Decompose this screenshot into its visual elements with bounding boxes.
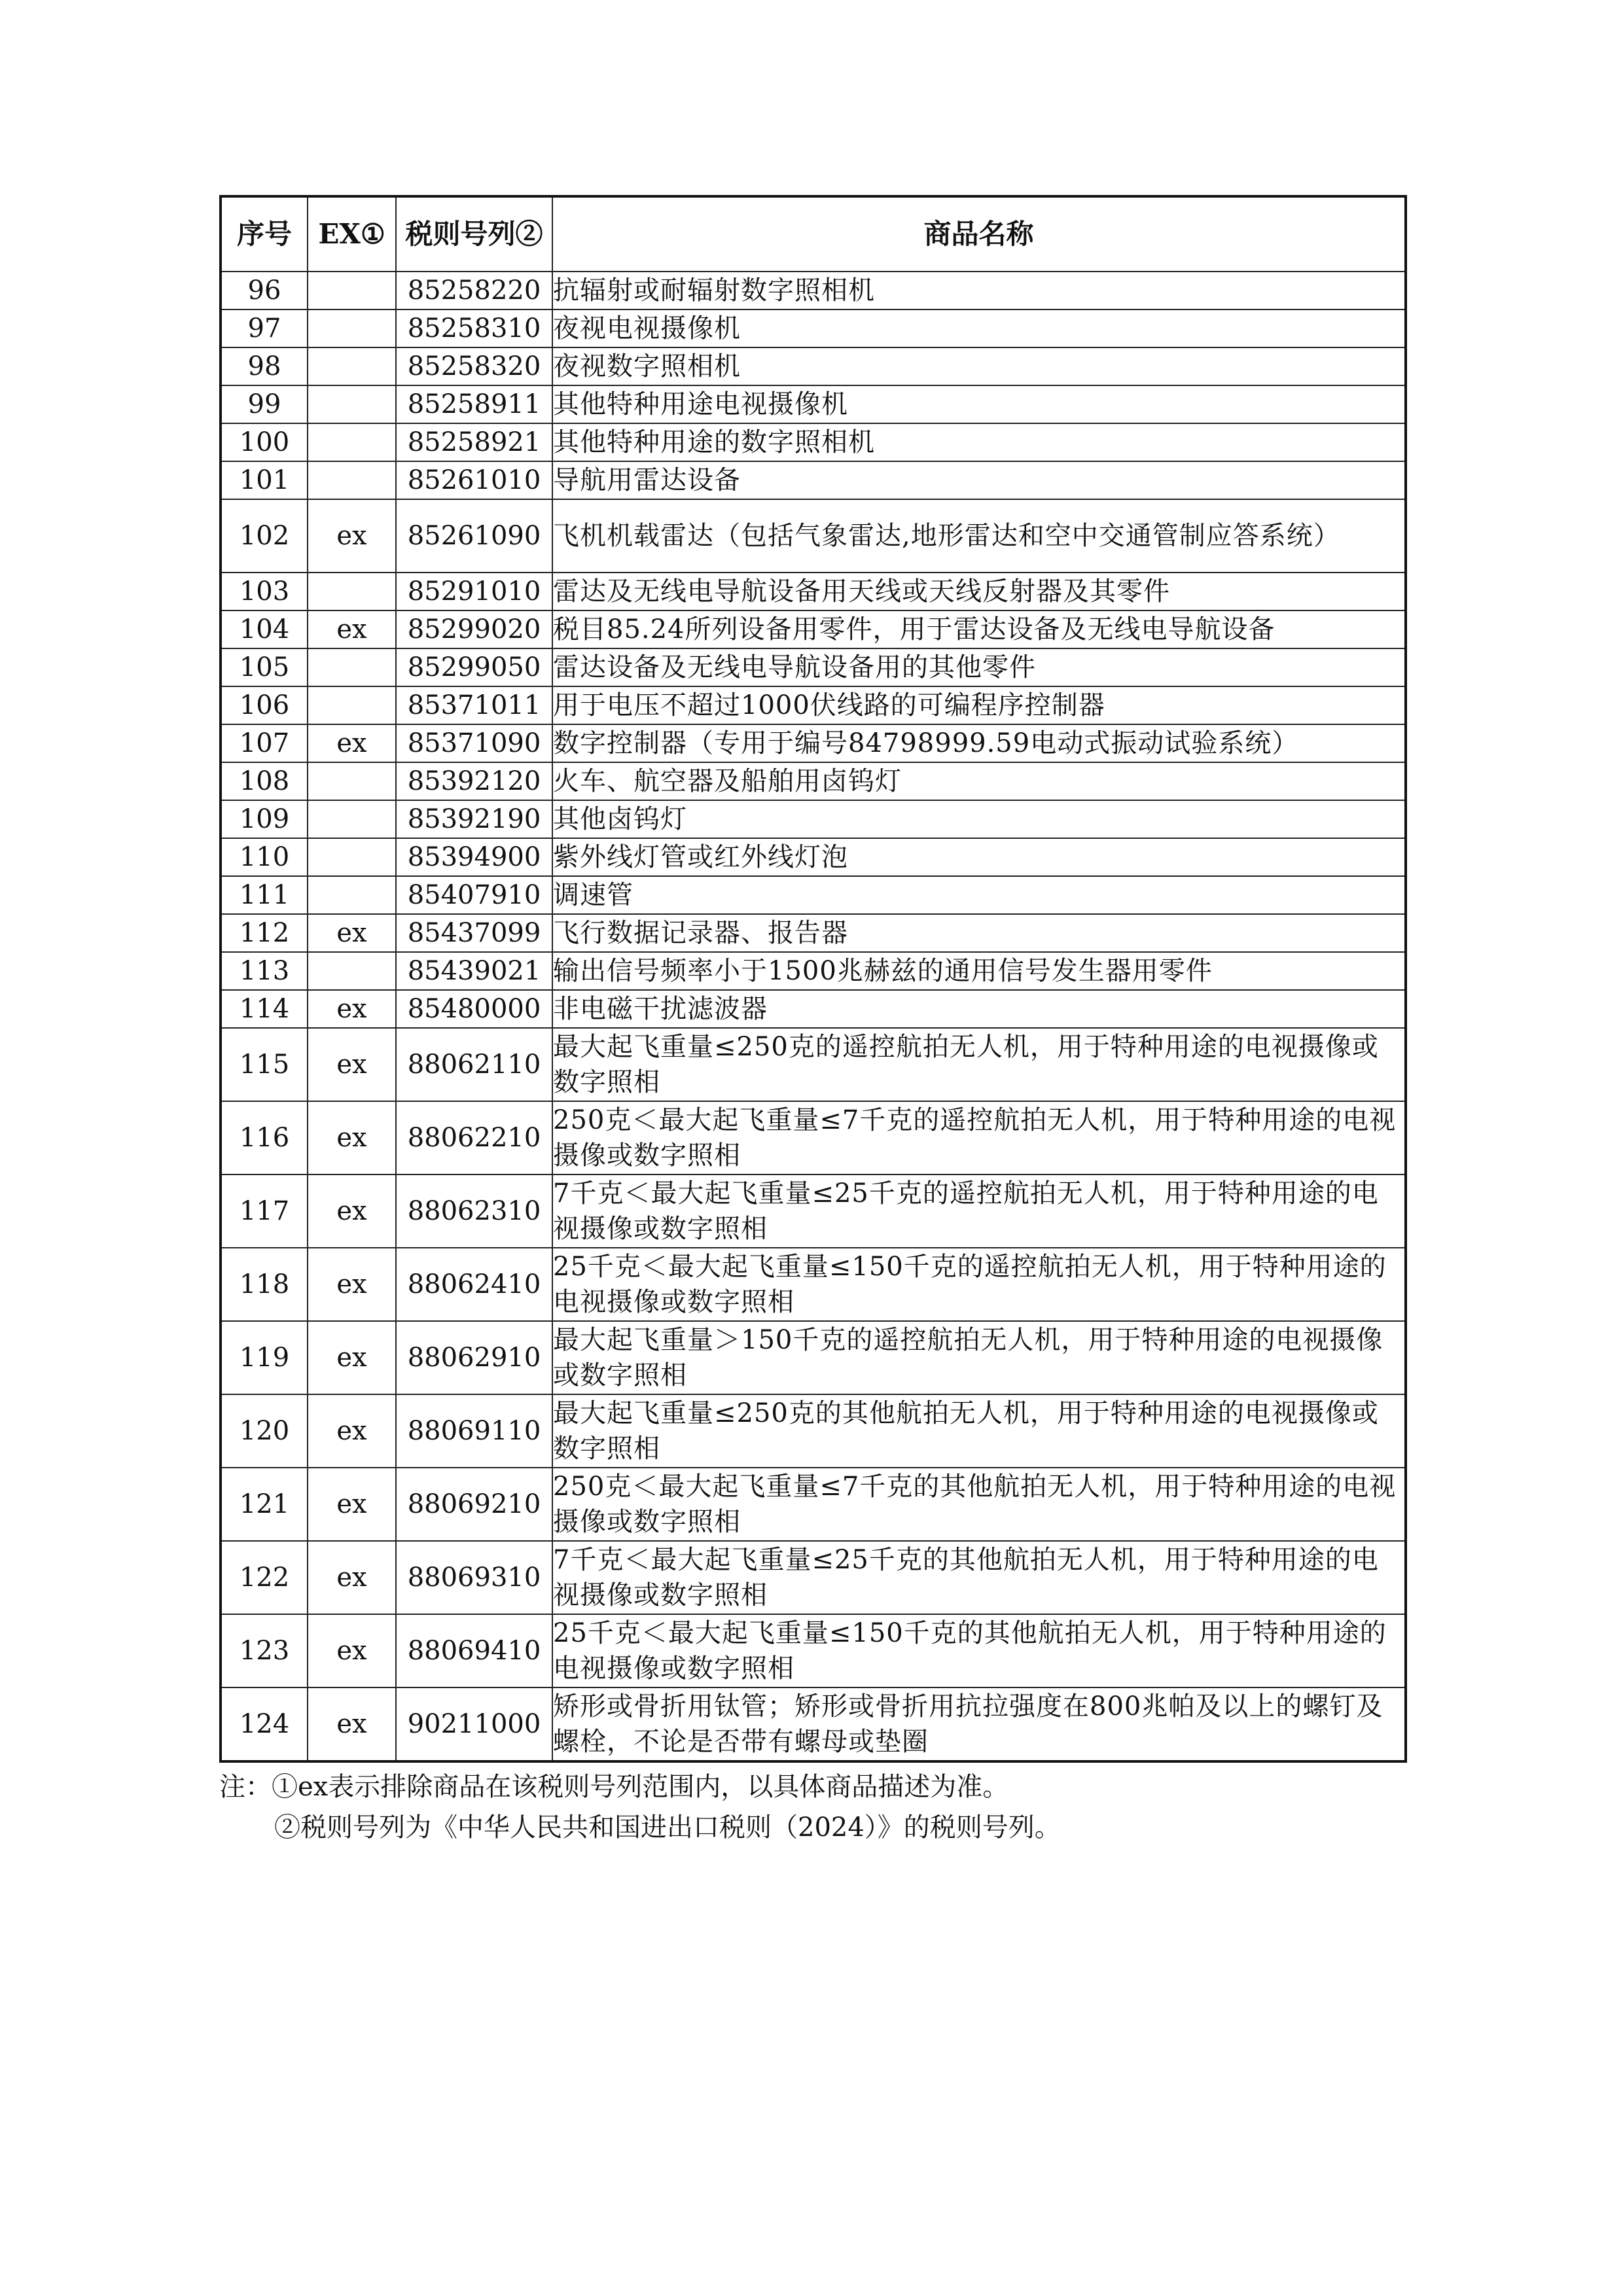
cell-seq: 99 (221, 385, 308, 423)
cell-name: 其他卤钨灯 (552, 800, 1406, 838)
cell-code: 85258220 (396, 272, 552, 309)
cell-name: 其他特种用途的数字照相机 (552, 423, 1406, 461)
cell-name: 夜视电视摄像机 (552, 309, 1406, 347)
table-row (221, 1468, 1406, 1541)
cell-ex (308, 686, 396, 724)
cell-code: 85258911 (396, 385, 552, 423)
table-row (221, 385, 1406, 423)
cell-seq: 101 (221, 461, 308, 499)
cell-code: 85258310 (396, 309, 552, 347)
table-row (221, 423, 1406, 461)
table-row (221, 573, 1406, 610)
cell-name: 矫形或骨折用钛管；矫形或骨折用抗拉强度在800兆帕及以上的螺钉及螺栓，不论是否带有螺母或垫圈 (552, 1687, 1406, 1761)
cell-ex (308, 876, 396, 914)
table-row (221, 648, 1406, 686)
cell-seq: 114 (221, 990, 308, 1028)
cell-seq: 104 (221, 610, 308, 648)
cell-seq: 120 (221, 1394, 308, 1468)
cell-name: 税目85.24所列设备用零件，用于雷达设备及无线电导航设备 (552, 610, 1406, 648)
footnote-code: ②税则号列为《中华人民共和国进出口税则（2024）》的税则号列。 (274, 1812, 1061, 1843)
cell-seq: 103 (221, 573, 308, 610)
goods-table (219, 195, 1407, 1763)
cell-seq: 109 (221, 800, 308, 838)
table-row (221, 347, 1406, 385)
cell-seq: 108 (221, 762, 308, 800)
cell-name: 7千克＜最大起飞重量≤25千克的遥控航拍无人机，用于特种用途的电视摄像或数字照相 (552, 1174, 1406, 1248)
cell-code: 85291010 (396, 573, 552, 610)
cell-code: 88062210 (396, 1101, 552, 1174)
cell-name: 雷达及无线电导航设备用天线或天线反射器及其零件 (552, 573, 1406, 610)
cell-ex: ex (308, 1174, 396, 1248)
cell-code: 88062110 (396, 1028, 552, 1101)
cell-seq: 116 (221, 1101, 308, 1174)
cell-code: 88062410 (396, 1248, 552, 1321)
table-row (221, 1101, 1406, 1174)
table-row (221, 686, 1406, 724)
cell-seq: 112 (221, 914, 308, 952)
cell-code: 85371090 (396, 724, 552, 762)
table-row (221, 309, 1406, 347)
table-row (221, 1394, 1406, 1468)
cell-code: 90211000 (396, 1687, 552, 1761)
table-body (221, 272, 1406, 1761)
table-row (221, 800, 1406, 838)
cell-seq: 100 (221, 423, 308, 461)
cell-ex: ex (308, 1687, 396, 1761)
cell-ex (308, 800, 396, 838)
cell-seq: 107 (221, 724, 308, 762)
table-row (221, 499, 1406, 573)
table-row (221, 952, 1406, 990)
cell-ex (308, 272, 396, 309)
cell-ex (308, 309, 396, 347)
table-row (221, 1028, 1406, 1101)
cell-code: 85299020 (396, 610, 552, 648)
cell-ex: ex (308, 1468, 396, 1541)
cell-seq: 106 (221, 686, 308, 724)
cell-code: 85258921 (396, 423, 552, 461)
cell-ex (308, 461, 396, 499)
table-row (221, 1614, 1406, 1687)
cell-seq: 118 (221, 1248, 308, 1321)
cell-code: 85299050 (396, 648, 552, 686)
cell-name: 最大起飞重量＞150千克的遥控航拍无人机，用于特种用途的电视摄像或数字照相 (552, 1321, 1406, 1394)
cell-seq: 97 (221, 309, 308, 347)
table-row (221, 990, 1406, 1028)
cell-name: 用于电压不超过1000伏线路的可编程序控制器 (552, 686, 1406, 724)
cell-seq: 105 (221, 648, 308, 686)
cell-ex: ex (308, 1028, 396, 1101)
cell-name: 250克＜最大起飞重量≤7千克的其他航拍无人机，用于特种用途的电视摄像或数字照相 (552, 1468, 1406, 1541)
cell-ex: ex (308, 1394, 396, 1468)
cell-code: 85258320 (396, 347, 552, 385)
cell-seq: 121 (221, 1468, 308, 1541)
cell-ex: ex (308, 1321, 396, 1394)
cell-name: 最大起飞重量≤250克的其他航拍无人机，用于特种用途的电视摄像或数字照相 (552, 1394, 1406, 1468)
cell-name: 抗辐射或耐辐射数字照相机 (552, 272, 1406, 309)
cell-seq: 98 (221, 347, 308, 385)
cell-ex: ex (308, 724, 396, 762)
footnotes (219, 1767, 1463, 1848)
cell-name: 输出信号频率小于1500兆赫兹的通用信号发生器用零件 (552, 952, 1406, 990)
cell-code: 88069410 (396, 1614, 552, 1687)
table-row (221, 610, 1406, 648)
cell-ex: ex (308, 990, 396, 1028)
cell-name: 导航用雷达设备 (552, 461, 1406, 499)
cell-ex (308, 423, 396, 461)
cell-ex: ex (308, 1541, 396, 1614)
cell-seq: 119 (221, 1321, 308, 1394)
cell-seq: 113 (221, 952, 308, 990)
table-header-row (221, 196, 1406, 272)
footnote-ex: 注：①ex表示排除商品在该税则号列范围内，以具体商品描述为准。 (219, 1772, 1009, 1802)
table-row (221, 461, 1406, 499)
table-row (221, 1174, 1406, 1248)
cell-code: 88062910 (396, 1321, 552, 1394)
cell-ex (308, 573, 396, 610)
cell-ex: ex (308, 499, 396, 573)
cell-ex (308, 952, 396, 990)
cell-name: 其他特种用途电视摄像机 (552, 385, 1406, 423)
cell-code: 85261090 (396, 499, 552, 573)
table-row (221, 762, 1406, 800)
table-row (221, 1687, 1406, 1761)
cell-code: 85439021 (396, 952, 552, 990)
cell-seq: 117 (221, 1174, 308, 1248)
cell-name: 飞机机载雷达（包括气象雷达,地形雷达和空中交通管制应答系统） (552, 499, 1406, 573)
cell-name: 数字控制器（专用于编号84798999.59电动式振动试验系统） (552, 724, 1406, 762)
cell-seq: 123 (221, 1614, 308, 1687)
cell-ex (308, 762, 396, 800)
cell-seq: 96 (221, 272, 308, 309)
cell-ex (308, 838, 396, 876)
table-row (221, 1541, 1406, 1614)
cell-name: 25千克＜最大起飞重量≤150千克的遥控航拍无人机，用于特种用途的电视摄像或数字照相 (552, 1248, 1406, 1321)
cell-name: 雷达设备及无线电导航设备用的其他零件 (552, 648, 1406, 686)
cell-code: 88069210 (396, 1468, 552, 1541)
cell-seq: 124 (221, 1687, 308, 1761)
cell-ex: ex (308, 610, 396, 648)
header-name: 商品名称 (552, 196, 1406, 272)
cell-code: 88069110 (396, 1394, 552, 1468)
cell-name: 夜视数字照相机 (552, 347, 1406, 385)
table-row (221, 876, 1406, 914)
table-row (221, 1321, 1406, 1394)
cell-name: 非电磁干扰滤波器 (552, 990, 1406, 1028)
cell-code: 85392190 (396, 800, 552, 838)
cell-code: 85371011 (396, 686, 552, 724)
cell-ex (308, 648, 396, 686)
cell-code: 85437099 (396, 914, 552, 952)
cell-name: 飞行数据记录器、报告器 (552, 914, 1406, 952)
cell-name: 紫外线灯管或红外线灯泡 (552, 838, 1406, 876)
cell-code: 88069310 (396, 1541, 552, 1614)
cell-code: 85407910 (396, 876, 552, 914)
cell-name: 调速管 (552, 876, 1406, 914)
cell-code: 85392120 (396, 762, 552, 800)
cell-ex: ex (308, 1101, 396, 1174)
table-row (221, 724, 1406, 762)
cell-ex (308, 347, 396, 385)
cell-name: 7千克＜最大起飞重量≤25千克的其他航拍无人机，用于特种用途的电视摄像或数字照相 (552, 1541, 1406, 1614)
cell-ex: ex (308, 1248, 396, 1321)
cell-ex: ex (308, 1614, 396, 1687)
cell-seq: 110 (221, 838, 308, 876)
table-row (221, 1248, 1406, 1321)
cell-code: 85394900 (396, 838, 552, 876)
table-row (221, 272, 1406, 309)
cell-name: 250克＜最大起飞重量≤7千克的遥控航拍无人机，用于特种用途的电视摄像或数字照相 (552, 1101, 1406, 1174)
header-ex: EX① (308, 196, 396, 272)
cell-name: 25千克＜最大起飞重量≤150千克的其他航拍无人机，用于特种用途的电视摄像或数字照相 (552, 1614, 1406, 1687)
table-row (221, 914, 1406, 952)
cell-code: 85261010 (396, 461, 552, 499)
header-seq: 序号 (221, 196, 308, 272)
cell-ex: ex (308, 914, 396, 952)
table-row (221, 838, 1406, 876)
cell-code: 88062310 (396, 1174, 552, 1248)
cell-seq: 111 (221, 876, 308, 914)
header-code: 税则号列② (396, 196, 552, 272)
cell-seq: 122 (221, 1541, 308, 1614)
cell-ex (308, 385, 396, 423)
cell-code: 85480000 (396, 990, 552, 1028)
cell-name: 火车、航空器及船舶用卤钨灯 (552, 762, 1406, 800)
cell-seq: 102 (221, 499, 308, 573)
cell-seq: 115 (221, 1028, 308, 1101)
cell-name: 最大起飞重量≤250克的遥控航拍无人机，用于特种用途的电视摄像或数字照相 (552, 1028, 1406, 1101)
